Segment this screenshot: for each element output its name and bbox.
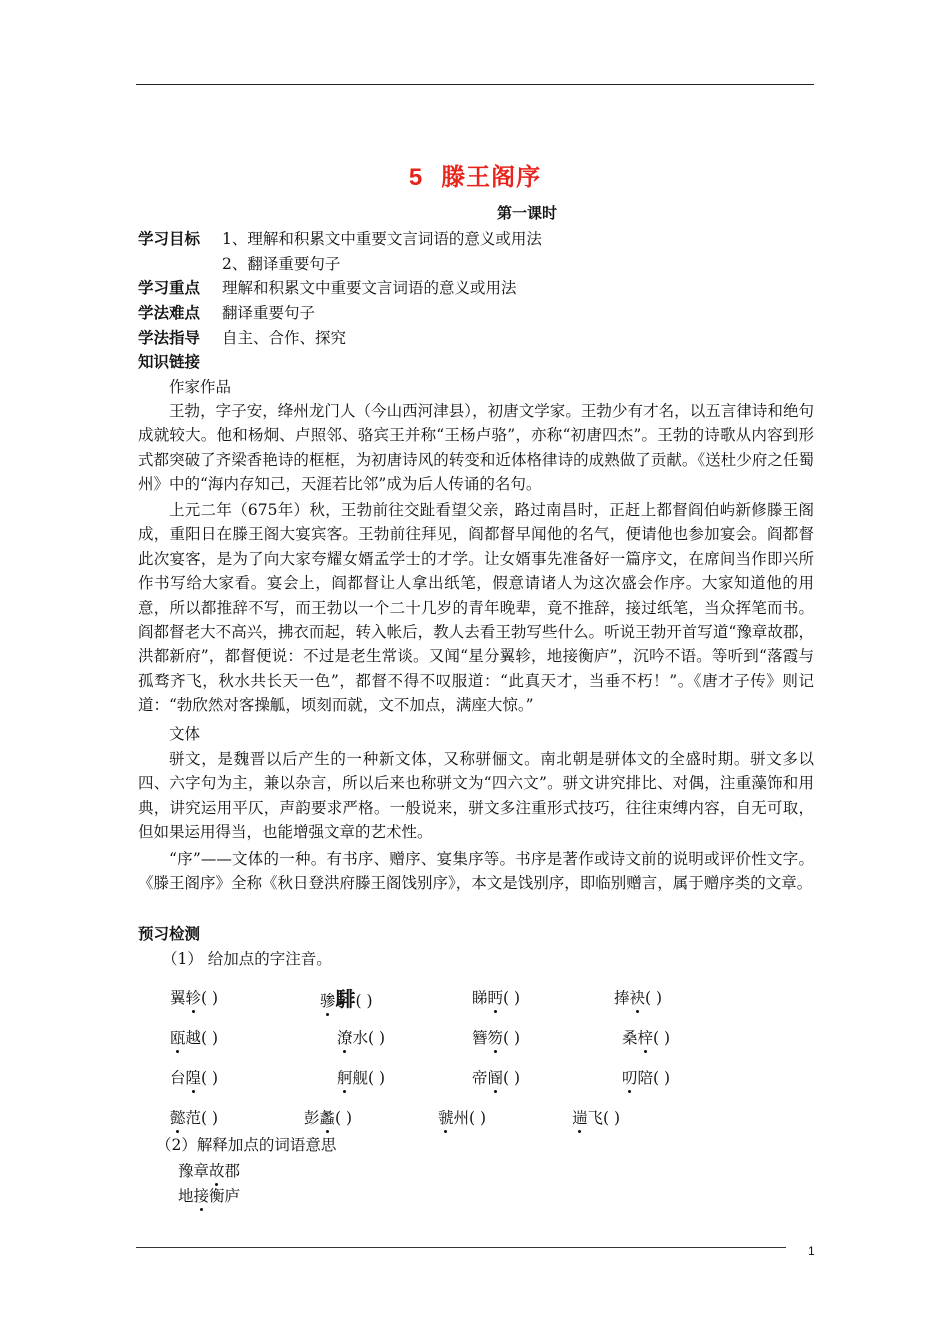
lesson-title xyxy=(0,157,950,192)
word-char-dotted: 蠡 xyxy=(320,1106,336,1128)
author-heading: 作家作品 xyxy=(169,378,232,396)
word-item xyxy=(472,986,520,1008)
pinyin-blank: ( ) xyxy=(201,1069,219,1087)
pinyin-blank: ( ) xyxy=(503,989,521,1007)
word-char: 陪 xyxy=(637,1069,654,1087)
pinyin-blank: ( ) xyxy=(335,1109,353,1127)
focus-label: 学习重点 xyxy=(138,279,201,297)
guide-row xyxy=(138,326,346,348)
pinyin-blank: ( ) xyxy=(201,1109,219,1127)
word-item xyxy=(337,1066,385,1088)
word-char: 水 xyxy=(352,1029,369,1047)
lesson-subtitle: 第一课时 xyxy=(497,204,558,222)
pinyin-blank: ( ) xyxy=(368,1069,386,1087)
phrase-part-dotted: 故 xyxy=(209,1159,225,1181)
page-number: 1 xyxy=(808,1244,815,1258)
question-2: （2）解释加点的词语意思 xyxy=(156,1136,337,1154)
word-char: 帝 xyxy=(472,1069,488,1087)
phrase-part: 郡 xyxy=(224,1162,241,1180)
pinyin-blank: ( ) xyxy=(603,1109,621,1127)
pinyin-blank: ( ) xyxy=(503,1069,521,1087)
word-char: 州 xyxy=(453,1109,470,1127)
difficulty-row xyxy=(138,301,315,323)
word-char: 舰 xyxy=(352,1069,369,1087)
phrase-part: 衡庐 xyxy=(209,1187,241,1205)
question-1: （1） 给加点的字注音。 xyxy=(162,950,332,968)
phrase-part-dotted: 接 xyxy=(194,1184,210,1206)
goal-1: 1、理解和积累文中重要文言词语的意义或用法 xyxy=(222,230,542,248)
word-item xyxy=(304,1106,352,1128)
word-item xyxy=(622,1066,670,1088)
word-char-dotted: 瓯 xyxy=(170,1026,186,1048)
goal-label: 学习目标 xyxy=(138,230,201,248)
word-char-dotted: 潦 xyxy=(337,1026,353,1048)
word-char-dotted: 懿 xyxy=(170,1106,186,1128)
word-char-dotted: 阍 xyxy=(488,1066,504,1088)
goal-2: 2、翻译重要句子 xyxy=(222,255,341,273)
pinyin-blank: ( ) xyxy=(355,992,373,1010)
word-item xyxy=(622,1026,670,1048)
phrase-part: 豫章 xyxy=(178,1162,210,1180)
genre-heading: 文体 xyxy=(169,725,201,743)
word-char-dotted: 袂 xyxy=(630,986,646,1008)
focus-text: 理解和积累文中重要文言词语的意义或用法 xyxy=(222,279,517,297)
word-char-dotted: 舸 xyxy=(337,1066,353,1088)
paragraph-xu: “序”——文体的一种。有书序、赠序、宴集序等。书序是著作或诗文前的说明或评价性文字。《滕王阁序》全称《秋日登洪府滕王阁饯别序》，本文是饯别序，即临别赠言，属于赠序类的文章。 xyxy=(138,850,814,893)
word-char: 彭 xyxy=(304,1109,320,1127)
word-char-dotted: 眄 xyxy=(488,986,504,1008)
word-char: 睇 xyxy=(472,989,488,1007)
knowledge-heading: 知识链接 xyxy=(138,353,201,371)
word-item xyxy=(614,986,662,1008)
word-char: 范 xyxy=(185,1109,202,1127)
word-item xyxy=(320,983,373,1012)
word-char-dotted: 轸 xyxy=(186,986,202,1008)
word-item xyxy=(472,1026,520,1048)
pinyin-blank: ( ) xyxy=(368,1029,386,1047)
word-char-dotted: 梓 xyxy=(638,1026,654,1048)
pinyin-blank: ( ) xyxy=(645,989,663,1007)
phrase-item xyxy=(178,1159,240,1181)
guide-label: 学法指导 xyxy=(138,329,201,347)
word-char: 越 xyxy=(185,1029,202,1047)
word-char: 飞 xyxy=(587,1109,604,1127)
header-rule xyxy=(136,84,814,85)
word-item xyxy=(170,1066,218,1088)
focus-row xyxy=(138,276,517,298)
word-char-dotted: 遄 xyxy=(572,1106,588,1128)
paragraph-story: 上元二年（675年）秋，王勃前往交趾看望父亲，路过南昌时，正赶上都督阎伯屿新修滕王阁成，重阳日在滕王阁大宴宾客。王勃前往拜见，阎都督早闻他的名气，便请他也参加宴会。阎都督此次宴客，是为了向大家夸耀女婿孟学士的才学。让女婿事先准备好一篇序文，在席间当作即兴所作书写给大家看。宴会上，阎都督让人拿出纸笔，假意请诸人为这次盛会作序。大家知道他的用意，所以都推辞不写，而王勃以一个二十几岁的青年晚辈，竟不推辞，接过纸笔，当众挥笔而书。阎都督老大不高兴，拂衣而起，转入帐后，教人去看王勃写些什么。听说王勃开首写道“豫章故郡，洪都新府”，都督便说：不过是老生常谈。又闻“星分翼轸，地接衡庐”，沉吟不语。等听到“落霞与孤骛齐飞，秋水共长天一色”，都督不得不叹服道：“此真天才，当垂不朽！”。《唐才子传》则记道：“勃欣然对客操觚，顷刻而就，文不加点，满座大惊。” xyxy=(138,501,814,715)
guide-text: 自主、合作、探究 xyxy=(222,329,347,347)
pinyin-blank: ( ) xyxy=(503,1029,521,1047)
paragraph-author: 王勃，字子安，绛州龙门人（今山西河津县），初唐文学家。王勃少有才名，以五言律诗和绝句成就较大。他和杨炯、卢照邻、骆宾王并称“王杨卢骆”，亦称“初唐四杰”。王勃的诗歌从内容到形式都突破了齐梁香艳诗的框框，为初唐诗风的转变和近体格律诗的成熟做了贡献。《送杜少府之任蜀州》中的“海内存知己，天涯若比邻”成为后人传诵的名句。 xyxy=(138,402,814,494)
word-char-dotted: 隍 xyxy=(186,1066,202,1088)
pinyin-blank: ( ) xyxy=(201,1029,219,1047)
word-char-dotted: 虢 xyxy=(438,1106,454,1128)
word-char: 翼 xyxy=(170,989,186,1007)
preview-heading: 预习检测 xyxy=(138,925,201,943)
word-char: 騑 xyxy=(335,987,356,1011)
word-item xyxy=(438,1106,486,1128)
word-item xyxy=(170,986,218,1008)
phrase-part: 地 xyxy=(178,1187,194,1205)
difficulty-label: 学法难点 xyxy=(138,304,201,322)
footer-rule xyxy=(136,1247,786,1248)
pinyin-blank: ( ) xyxy=(653,1029,671,1047)
goal-row xyxy=(138,227,542,249)
word-item xyxy=(170,1026,218,1048)
word-char-dotted: 叨 xyxy=(622,1066,638,1088)
word-char: 簪 xyxy=(472,1029,488,1047)
word-item xyxy=(472,1066,520,1088)
word-item xyxy=(170,1106,218,1128)
word-char: 台 xyxy=(170,1069,186,1087)
lesson-title-text: 滕王阁序 xyxy=(441,164,542,191)
word-item xyxy=(337,1026,385,1048)
paragraph-pianwen: 骈文，是魏晋以后产生的一种新文体，又称骈俪文。南北朝是骈体文的全盛时期。骈文多以四、六字句为主，兼以杂言，所以后来也称骈文为“四六文”。骈文讲究排比、对偶，注重藻饰和用典，讲究运用平仄，声韵要求严格。一般说来，骈文多注重形式技巧，往往束缚内容，自无可取，但如果运用得当，也能增强文章的艺术性。 xyxy=(138,750,814,842)
pinyin-blank: ( ) xyxy=(653,1069,671,1087)
word-char-dotted: 骖 xyxy=(320,989,336,1011)
word-char: 桑 xyxy=(622,1029,638,1047)
pinyin-blank: ( ) xyxy=(201,989,219,1007)
phrase-item xyxy=(178,1184,240,1206)
word-item xyxy=(572,1106,620,1128)
lesson-number: 5 xyxy=(408,164,424,191)
difficulty-text: 翻译重要句子 xyxy=(222,304,316,322)
word-char-dotted: 笏 xyxy=(488,1026,504,1048)
pinyin-blank: ( ) xyxy=(469,1109,487,1127)
word-char: 捧 xyxy=(614,989,630,1007)
